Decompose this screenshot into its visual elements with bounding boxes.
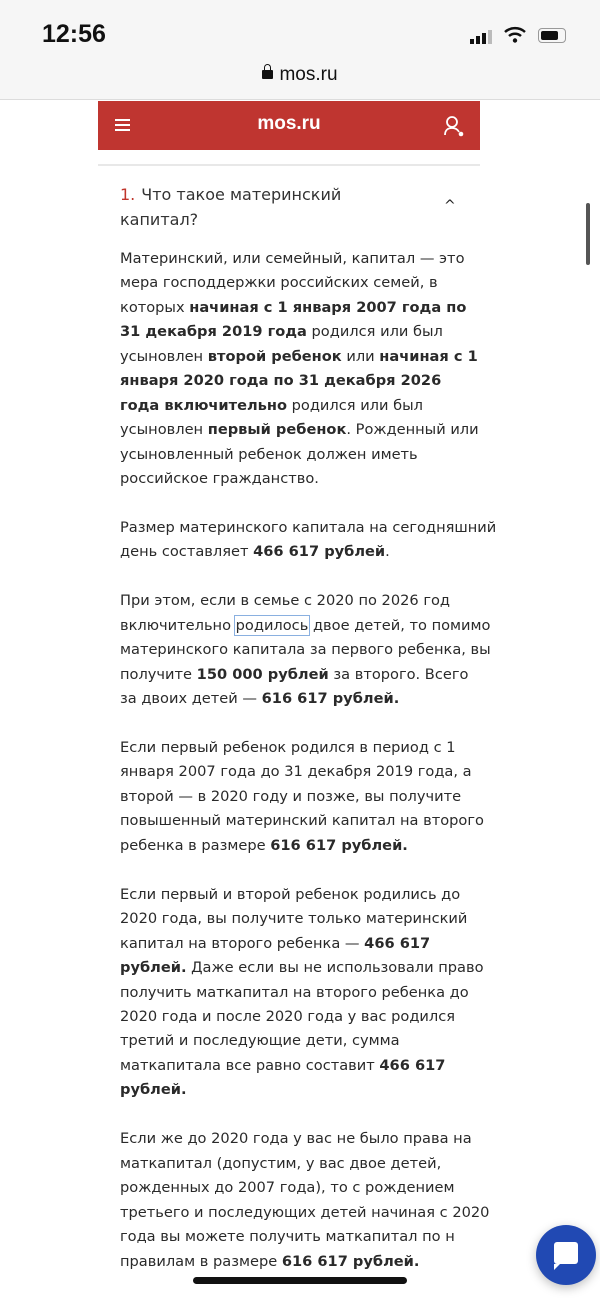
battery-icon <box>538 28 566 43</box>
bold-text: 31 декабря 2019 года <box>120 323 307 341</box>
bold-text: 466 617 рублей <box>253 543 386 561</box>
text: третьего и последующих детей начиная с 2020 <box>120 1203 490 1221</box>
bold-text: второй ребенок <box>207 347 342 365</box>
bold-text: 616 617 рублей. <box>261 690 400 708</box>
divider <box>98 164 480 166</box>
text: двое детей, то помимо <box>308 616 491 634</box>
cellular-signal-icon <box>470 30 492 44</box>
text: родился или был <box>287 396 423 414</box>
chat-bubble-icon <box>554 1242 578 1264</box>
text: капитал на второго ребенка — <box>120 934 365 952</box>
bold-text: 150 000 рублей <box>196 665 329 683</box>
text: 2020 года и после 2020 года у вас родился <box>120 1007 456 1025</box>
address-bar[interactable] <box>0 64 600 86</box>
text-line <box>120 981 480 1005</box>
text: Даже если вы не использовали право <box>186 959 484 977</box>
text: . Рожденный или <box>346 421 479 439</box>
text: маткапитал (допустим, у вас двое детей, <box>120 1154 442 1172</box>
text-line <box>120 1201 490 1225</box>
text-line <box>120 467 480 491</box>
text: ребенка в размере <box>120 836 271 854</box>
site-header <box>98 101 480 150</box>
chat-button[interactable] <box>536 1225 596 1285</box>
text-line <box>120 1250 480 1274</box>
text-line <box>120 1127 480 1151</box>
bold-text: года включительно <box>120 396 288 414</box>
bold-text: 616 617 рублей. <box>270 836 408 854</box>
text: При этом, если в семье с 2020 по 2026 год <box>120 592 451 610</box>
text-line <box>120 1152 480 1176</box>
text: российское гражданство. <box>120 470 319 488</box>
text-line <box>120 834 480 858</box>
text: . <box>385 543 390 561</box>
bold-text: 466 617 <box>364 934 431 952</box>
text: родился или был <box>306 323 443 341</box>
text: или <box>341 347 380 365</box>
text-line <box>120 247 480 271</box>
text-line <box>120 638 491 662</box>
text-line <box>120 345 480 369</box>
text: Материнский, или семейный, капитал — это <box>120 250 465 267</box>
text: второй — в 2020 году и позже, вы получите <box>120 787 462 805</box>
url-text: mos.ru <box>279 64 338 85</box>
text: день составляет <box>120 543 254 561</box>
text-line <box>120 1176 480 1200</box>
question-title: Что такое материнский капитал? <box>120 185 342 229</box>
text: маткапитала все равно составит <box>120 1056 380 1074</box>
paragraph <box>120 883 484 1103</box>
text-line <box>120 663 480 687</box>
text: января 2007 года до 31 декабря 2019 года, а <box>120 763 472 781</box>
status-bar <box>0 0 600 100</box>
text-line <box>120 271 480 295</box>
text: материнского капитала за первого ребенка, вы <box>120 641 491 659</box>
paragraph <box>120 247 480 492</box>
paragraph <box>120 1127 490 1274</box>
text-line <box>120 589 480 613</box>
text-line <box>120 614 491 638</box>
text-line <box>120 736 480 760</box>
text: третий и последующие дети, сумма <box>120 1032 400 1050</box>
text-line <box>120 1029 480 1053</box>
text-line <box>120 320 480 344</box>
text-line <box>120 687 480 711</box>
paragraph <box>120 589 491 711</box>
bold-text: начиная с 1 января 2007 года по <box>189 298 467 316</box>
text-line <box>120 1054 480 1078</box>
text-line <box>120 760 480 784</box>
bold-text: рублей. <box>120 959 187 977</box>
text: рожденных до 2007 года), то с рождением <box>120 1179 455 1197</box>
bold-text: первый ребенок <box>207 421 347 439</box>
text-line <box>120 540 480 564</box>
text-line <box>120 883 480 907</box>
accordion-question[interactable] <box>120 182 420 232</box>
lock-icon <box>262 70 273 79</box>
selected-word: родилось <box>235 616 309 634</box>
home-indicator <box>193 1277 407 1284</box>
bold-text: 466 617 <box>379 1056 446 1074</box>
text: года вы можете получить маткапитал по н <box>120 1228 455 1246</box>
answer-text <box>120 247 497 1298</box>
text: усыновлен <box>120 347 208 365</box>
text-line <box>120 418 480 442</box>
text: мера господдержки российских семей, в <box>120 274 438 292</box>
text: получите <box>120 665 197 683</box>
question-number: 1. <box>120 185 136 204</box>
text-line <box>120 809 484 833</box>
wifi-icon <box>504 26 526 43</box>
site-logo[interactable]: mos.ru <box>257 113 321 134</box>
text-line <box>120 1225 480 1249</box>
text-line <box>120 1078 480 1102</box>
bold-text: 616 617 рублей. <box>281 1252 420 1270</box>
bold-text: рублей. <box>120 1081 187 1099</box>
bold-text: начиная с 1 <box>379 347 478 365</box>
text: Если первый ребенок родился в период с 1 <box>120 739 456 757</box>
text: включительно <box>120 616 236 634</box>
chevron-up-icon[interactable]: ^ <box>444 198 456 214</box>
text: повышенный материнский капитал на второго <box>120 812 484 830</box>
text: 2020 года, вы получите только материнский <box>120 910 468 928</box>
text: Размер материнского капитала на сегодняшний <box>120 518 497 536</box>
text-line <box>120 907 480 931</box>
text-line <box>120 296 480 320</box>
text: за двоих детей — <box>120 690 262 708</box>
text-line <box>120 394 480 418</box>
text-line <box>120 443 480 467</box>
text-line <box>120 369 480 393</box>
text: Если первый и второй ребенок родились до <box>120 885 461 903</box>
paragraph <box>120 736 484 858</box>
scrollbar[interactable] <box>586 203 590 265</box>
text-line <box>120 516 497 540</box>
bold-text: января 2020 года по 31 декабря 2026 <box>120 372 442 390</box>
clock: 12:56 <box>42 20 106 48</box>
user-icon[interactable] <box>444 115 464 137</box>
text-line <box>120 1005 480 1029</box>
text-line <box>120 932 480 956</box>
text: которых <box>120 298 190 316</box>
text: усыновлен <box>120 421 208 439</box>
text: правилам в размере <box>120 1252 282 1270</box>
text: получить маткапитал на второго ребенка до <box>120 983 469 1001</box>
text: Если же до 2020 года у вас не было права на <box>120 1130 472 1148</box>
text: усыновленный ребенок должен иметь <box>120 445 418 463</box>
paragraph <box>120 516 497 565</box>
text-line <box>120 956 484 980</box>
text: за второго. Всего <box>328 665 469 683</box>
text-line <box>120 785 480 809</box>
